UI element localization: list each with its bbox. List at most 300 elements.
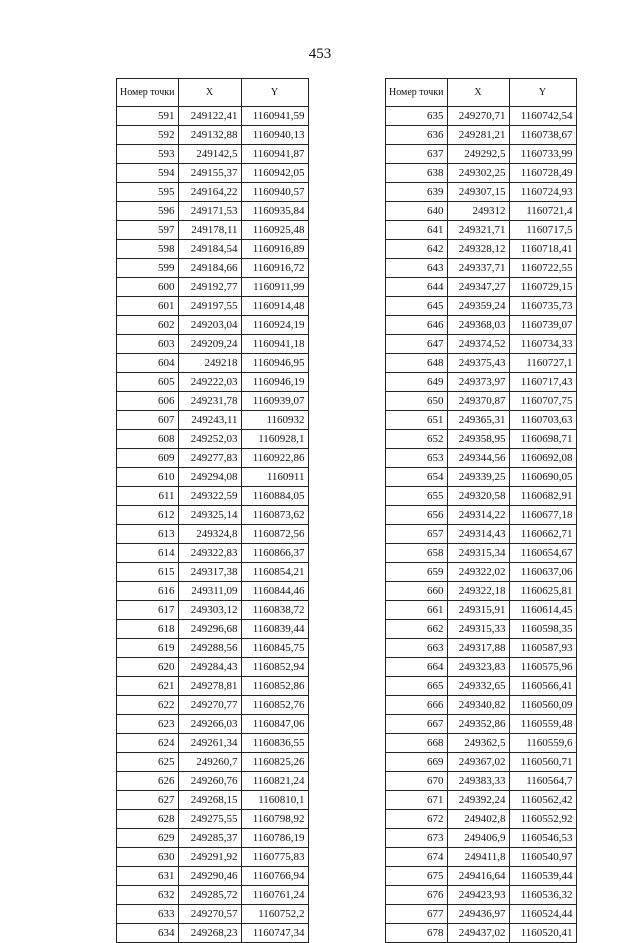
table-body-right: [386, 107, 577, 943]
y-coordinate-cell: 1160928,1: [241, 430, 308, 449]
point-number-cell: 613: [117, 525, 179, 544]
point-number-cell: 618: [117, 620, 179, 639]
y-coordinate-cell: 1160932: [241, 411, 308, 430]
x-coordinate-cell: 249322,83: [178, 544, 241, 563]
y-coordinate-cell: 1160564,7: [509, 772, 576, 791]
x-coordinate-cell: 249132,88: [178, 126, 241, 145]
point-number-cell: 664: [386, 658, 448, 677]
point-number-cell: 633: [117, 905, 179, 924]
point-number-cell: 655: [386, 487, 448, 506]
point-number-cell: 591: [117, 107, 179, 126]
y-coordinate-cell: 1160722,55: [509, 259, 576, 278]
x-coordinate-cell: 249320,58: [447, 487, 509, 506]
point-number-cell: 660: [386, 582, 448, 601]
point-number-cell: 674: [386, 848, 448, 867]
point-number-cell: 672: [386, 810, 448, 829]
x-coordinate-cell: 249270,71: [447, 107, 509, 126]
x-coordinate-cell: 249268,15: [178, 791, 241, 810]
table-row: [117, 924, 309, 943]
x-coordinate-cell: 249362,5: [447, 734, 509, 753]
table-row: [386, 867, 577, 886]
x-coordinate-cell: 249383,33: [447, 772, 509, 791]
y-coordinate-cell: 1160560,09: [509, 696, 576, 715]
x-coordinate-cell: 249374,52: [447, 335, 509, 354]
table-row: [386, 335, 577, 354]
y-coordinate-cell: 1160559,6: [509, 734, 576, 753]
table-row: [386, 829, 577, 848]
y-coordinate-cell: 1160852,86: [241, 677, 308, 696]
table-row: [117, 487, 309, 506]
point-number-cell: 651: [386, 411, 448, 430]
y-coordinate-cell: 1160614,45: [509, 601, 576, 620]
y-coordinate-cell: 1160922,86: [241, 449, 308, 468]
x-coordinate-cell: 249252,03: [178, 430, 241, 449]
table-row: [117, 449, 309, 468]
y-coordinate-cell: 1160847,06: [241, 715, 308, 734]
table-row: [386, 316, 577, 335]
table-row: [117, 829, 309, 848]
x-coordinate-cell: 249294,08: [178, 468, 241, 487]
point-number-cell: 639: [386, 183, 448, 202]
table-row: [117, 297, 309, 316]
y-coordinate-cell: 1160654,67: [509, 544, 576, 563]
table-row: [117, 335, 309, 354]
table-row: [117, 620, 309, 639]
y-coordinate-cell: 1160836,55: [241, 734, 308, 753]
x-coordinate-cell: 249184,66: [178, 259, 241, 278]
header-point-number: Номер точки: [117, 79, 179, 107]
x-coordinate-cell: 249288,56: [178, 639, 241, 658]
table-row: [117, 639, 309, 658]
y-coordinate-cell: 1160587,93: [509, 639, 576, 658]
point-number-cell: 595: [117, 183, 179, 202]
point-number-cell: 665: [386, 677, 448, 696]
table-row: [117, 506, 309, 525]
y-coordinate-cell: 1160728,49: [509, 164, 576, 183]
point-number-cell: 592: [117, 126, 179, 145]
point-number-cell: 628: [117, 810, 179, 829]
table-row: [386, 848, 577, 867]
x-coordinate-cell: 249184,54: [178, 240, 241, 259]
x-coordinate-cell: 249423,93: [447, 886, 509, 905]
y-coordinate-cell: 1160941,18: [241, 335, 308, 354]
table-row: [386, 202, 577, 221]
x-coordinate-cell: 249260,76: [178, 772, 241, 791]
point-number-cell: 673: [386, 829, 448, 848]
point-number-cell: 677: [386, 905, 448, 924]
table-row: [386, 183, 577, 202]
x-coordinate-cell: 249270,57: [178, 905, 241, 924]
y-coordinate-cell: 1160873,62: [241, 506, 308, 525]
table-row: [386, 126, 577, 145]
table-row: [386, 905, 577, 924]
y-coordinate-cell: 1160539,44: [509, 867, 576, 886]
table-row: [386, 639, 577, 658]
y-coordinate-cell: 1160734,33: [509, 335, 576, 354]
point-number-cell: 659: [386, 563, 448, 582]
table-row: [117, 525, 309, 544]
x-coordinate-cell: 249285,72: [178, 886, 241, 905]
y-coordinate-cell: 1160703,63: [509, 411, 576, 430]
y-coordinate-cell: 1160717,5: [509, 221, 576, 240]
x-coordinate-cell: 249231,78: [178, 392, 241, 411]
y-coordinate-cell: 1160946,19: [241, 373, 308, 392]
x-coordinate-cell: 249358,95: [447, 430, 509, 449]
point-number-cell: 661: [386, 601, 448, 620]
y-coordinate-cell: 1160698,71: [509, 430, 576, 449]
header-y: Y: [241, 79, 308, 107]
table-row: [117, 601, 309, 620]
y-coordinate-cell: 1160560,71: [509, 753, 576, 772]
table-row: [117, 468, 309, 487]
point-number-cell: 671: [386, 791, 448, 810]
y-coordinate-cell: 1160810,1: [241, 791, 308, 810]
point-number-cell: 624: [117, 734, 179, 753]
y-coordinate-cell: 1160852,94: [241, 658, 308, 677]
header-x: X: [178, 79, 241, 107]
y-coordinate-cell: 1160625,81: [509, 582, 576, 601]
y-coordinate-cell: 1160733,99: [509, 145, 576, 164]
table-row: [386, 449, 577, 468]
point-number-cell: 602: [117, 316, 179, 335]
table-row: [386, 392, 577, 411]
x-coordinate-cell: 249375,43: [447, 354, 509, 373]
x-coordinate-cell: 249284,43: [178, 658, 241, 677]
x-coordinate-cell: 249302,25: [447, 164, 509, 183]
point-number-cell: 642: [386, 240, 448, 259]
point-number-cell: 630: [117, 848, 179, 867]
x-coordinate-cell: 249291,92: [178, 848, 241, 867]
point-number-cell: 637: [386, 145, 448, 164]
table-row: [386, 677, 577, 696]
y-coordinate-cell: 1160884,05: [241, 487, 308, 506]
table-row: [117, 867, 309, 886]
point-number-cell: 640: [386, 202, 448, 221]
table-row: [386, 563, 577, 582]
table-row: [117, 563, 309, 582]
table-row: [117, 715, 309, 734]
x-coordinate-cell: 249218: [178, 354, 241, 373]
table-row: [386, 164, 577, 183]
header-x: X: [447, 79, 509, 107]
point-number-cell: 623: [117, 715, 179, 734]
table-row: [117, 259, 309, 278]
y-coordinate-cell: 1160690,05: [509, 468, 576, 487]
table-row: [386, 544, 577, 563]
x-coordinate-cell: 249436,97: [447, 905, 509, 924]
point-number-cell: 636: [386, 126, 448, 145]
point-number-cell: 634: [117, 924, 179, 943]
y-coordinate-cell: 1160916,72: [241, 259, 308, 278]
table-row: [386, 791, 577, 810]
table-row: [386, 240, 577, 259]
point-number-cell: 606: [117, 392, 179, 411]
point-number-cell: 667: [386, 715, 448, 734]
point-number-cell: 644: [386, 278, 448, 297]
point-number-cell: 678: [386, 924, 448, 943]
table-row: [386, 810, 577, 829]
point-number-cell: 620: [117, 658, 179, 677]
point-number-cell: 619: [117, 639, 179, 658]
header-y: Y: [509, 79, 576, 107]
point-number-cell: 604: [117, 354, 179, 373]
point-number-cell: 643: [386, 259, 448, 278]
y-coordinate-cell: 1160761,24: [241, 886, 308, 905]
y-coordinate-cell: 1160941,59: [241, 107, 308, 126]
table-row: [117, 411, 309, 430]
y-coordinate-cell: 1160718,41: [509, 240, 576, 259]
point-number-cell: 647: [386, 335, 448, 354]
y-coordinate-cell: 1160552,92: [509, 810, 576, 829]
x-coordinate-cell: 249292,5: [447, 145, 509, 164]
y-coordinate-cell: 1160916,89: [241, 240, 308, 259]
y-coordinate-cell: 1160939,07: [241, 392, 308, 411]
table-body-left: [117, 107, 309, 943]
point-number-cell: 626: [117, 772, 179, 791]
y-coordinate-cell: 1160911: [241, 468, 308, 487]
y-coordinate-cell: 1160766,94: [241, 867, 308, 886]
y-coordinate-cell: 1160852,76: [241, 696, 308, 715]
point-number-cell: 654: [386, 468, 448, 487]
table-row: [386, 373, 577, 392]
table-row: [386, 506, 577, 525]
point-number-cell: 638: [386, 164, 448, 183]
y-coordinate-cell: 1160662,71: [509, 525, 576, 544]
y-coordinate-cell: 1160717,43: [509, 373, 576, 392]
x-coordinate-cell: 249315,34: [447, 544, 509, 563]
y-coordinate-cell: 1160540,97: [509, 848, 576, 867]
point-number-cell: 656: [386, 506, 448, 525]
table-row: [386, 601, 577, 620]
point-number-cell: 662: [386, 620, 448, 639]
y-coordinate-cell: 1160727,1: [509, 354, 576, 373]
point-number-cell: 658: [386, 544, 448, 563]
point-number-cell: 622: [117, 696, 179, 715]
point-number-cell: 615: [117, 563, 179, 582]
x-coordinate-cell: 249340,82: [447, 696, 509, 715]
y-coordinate-cell: 1160946,95: [241, 354, 308, 373]
point-number-cell: 621: [117, 677, 179, 696]
table-row: [117, 278, 309, 297]
x-coordinate-cell: 249311,09: [178, 582, 241, 601]
x-coordinate-cell: 249323,83: [447, 658, 509, 677]
table-row: [117, 658, 309, 677]
x-coordinate-cell: 249307,15: [447, 183, 509, 202]
x-coordinate-cell: 249268,23: [178, 924, 241, 943]
point-number-cell: 605: [117, 373, 179, 392]
y-coordinate-cell: 1160940,13: [241, 126, 308, 145]
table-row: [386, 297, 577, 316]
table-row: [386, 259, 577, 278]
table-header-row: [117, 79, 309, 107]
table-row: [386, 753, 577, 772]
y-coordinate-cell: 1160742,54: [509, 107, 576, 126]
x-coordinate-cell: 249324,8: [178, 525, 241, 544]
x-coordinate-cell: 249203,04: [178, 316, 241, 335]
y-coordinate-cell: 1160924,19: [241, 316, 308, 335]
table-row: [386, 430, 577, 449]
point-number-cell: 597: [117, 221, 179, 240]
x-coordinate-cell: 249315,91: [447, 601, 509, 620]
x-coordinate-cell: 249314,43: [447, 525, 509, 544]
y-coordinate-cell: 1160872,56: [241, 525, 308, 544]
point-number-cell: 601: [117, 297, 179, 316]
y-coordinate-cell: 1160775,83: [241, 848, 308, 867]
x-coordinate-cell: 249325,14: [178, 506, 241, 525]
table-header-row: [386, 79, 577, 107]
x-coordinate-cell: 249164,22: [178, 183, 241, 202]
x-coordinate-cell: 249337,71: [447, 259, 509, 278]
point-number-cell: 666: [386, 696, 448, 715]
x-coordinate-cell: 249277,83: [178, 449, 241, 468]
point-number-cell: 596: [117, 202, 179, 221]
table-row: [117, 354, 309, 373]
y-coordinate-cell: 1160838,72: [241, 601, 308, 620]
coordinates-table-left: [116, 78, 309, 943]
point-number-cell: 631: [117, 867, 179, 886]
y-coordinate-cell: 1160798,92: [241, 810, 308, 829]
point-number-cell: 627: [117, 791, 179, 810]
y-coordinate-cell: 1160724,93: [509, 183, 576, 202]
table-row: [386, 354, 577, 373]
y-coordinate-cell: 1160598,35: [509, 620, 576, 639]
y-coordinate-cell: 1160520,41: [509, 924, 576, 943]
table-row: [386, 278, 577, 297]
y-coordinate-cell: 1160935,84: [241, 202, 308, 221]
y-coordinate-cell: 1160866,37: [241, 544, 308, 563]
table-row: [386, 620, 577, 639]
table-row: [386, 411, 577, 430]
y-coordinate-cell: 1160559,48: [509, 715, 576, 734]
y-coordinate-cell: 1160786,19: [241, 829, 308, 848]
table-row: [386, 582, 577, 601]
table-row: [386, 145, 577, 164]
table-row: [117, 430, 309, 449]
point-number-cell: 653: [386, 449, 448, 468]
point-number-cell: 629: [117, 829, 179, 848]
coordinates-table-right: [385, 78, 577, 943]
x-coordinate-cell: 249344,56: [447, 449, 509, 468]
x-coordinate-cell: 249281,21: [447, 126, 509, 145]
table-row: [386, 525, 577, 544]
point-number-cell: 632: [117, 886, 179, 905]
x-coordinate-cell: 249332,65: [447, 677, 509, 696]
x-coordinate-cell: 249321,71: [447, 221, 509, 240]
x-coordinate-cell: 249416,64: [447, 867, 509, 886]
table-row: [386, 221, 577, 240]
point-number-cell: 648: [386, 354, 448, 373]
table-row: [386, 487, 577, 506]
y-coordinate-cell: 1160925,48: [241, 221, 308, 240]
point-number-cell: 663: [386, 639, 448, 658]
point-number-cell: 649: [386, 373, 448, 392]
y-coordinate-cell: 1160562,42: [509, 791, 576, 810]
x-coordinate-cell: 249275,55: [178, 810, 241, 829]
y-coordinate-cell: 1160536,32: [509, 886, 576, 905]
x-coordinate-cell: 249339,25: [447, 468, 509, 487]
x-coordinate-cell: 249317,38: [178, 563, 241, 582]
table-row: [117, 183, 309, 202]
point-number-cell: 668: [386, 734, 448, 753]
y-coordinate-cell: 1160940,57: [241, 183, 308, 202]
x-coordinate-cell: 249367,02: [447, 753, 509, 772]
x-coordinate-cell: 249317,88: [447, 639, 509, 658]
y-coordinate-cell: 1160845,75: [241, 639, 308, 658]
table-row: [117, 221, 309, 240]
table-row: [117, 905, 309, 924]
point-number-cell: 670: [386, 772, 448, 791]
x-coordinate-cell: 249365,31: [447, 411, 509, 430]
point-number-cell: 609: [117, 449, 179, 468]
table-row: [117, 544, 309, 563]
point-number-cell: 646: [386, 316, 448, 335]
y-coordinate-cell: 1160707,75: [509, 392, 576, 411]
table-row: [117, 240, 309, 259]
point-number-cell: 616: [117, 582, 179, 601]
y-coordinate-cell: 1160735,73: [509, 297, 576, 316]
y-coordinate-cell: 1160682,91: [509, 487, 576, 506]
table-row: [117, 145, 309, 164]
x-coordinate-cell: 249315,33: [447, 620, 509, 639]
table-row: [117, 810, 309, 829]
x-coordinate-cell: 249192,77: [178, 278, 241, 297]
page-number: 453: [308, 46, 332, 62]
table-row: [386, 107, 577, 126]
table-row: [386, 772, 577, 791]
point-number-cell: 614: [117, 544, 179, 563]
x-coordinate-cell: 249314,22: [447, 506, 509, 525]
point-number-cell: 593: [117, 145, 179, 164]
point-number-cell: 611: [117, 487, 179, 506]
y-coordinate-cell: 1160854,21: [241, 563, 308, 582]
y-coordinate-cell: 1160692,08: [509, 449, 576, 468]
y-coordinate-cell: 1160747,34: [241, 924, 308, 943]
point-number-cell: 625: [117, 753, 179, 772]
table-row: [386, 715, 577, 734]
y-coordinate-cell: 1160821,24: [241, 772, 308, 791]
x-coordinate-cell: 249406,9: [447, 829, 509, 848]
x-coordinate-cell: 249328,12: [447, 240, 509, 259]
point-number-cell: 599: [117, 259, 179, 278]
y-coordinate-cell: 1160941,87: [241, 145, 308, 164]
table-row: [117, 582, 309, 601]
table-row: [386, 886, 577, 905]
point-number-cell: 598: [117, 240, 179, 259]
x-coordinate-cell: 249122,41: [178, 107, 241, 126]
table-row: [117, 373, 309, 392]
y-coordinate-cell: 1160566,41: [509, 677, 576, 696]
point-number-cell: 610: [117, 468, 179, 487]
y-coordinate-cell: 1160721,4: [509, 202, 576, 221]
x-coordinate-cell: 249303,12: [178, 601, 241, 620]
table-row: [117, 848, 309, 867]
y-coordinate-cell: 1160575,96: [509, 658, 576, 677]
x-coordinate-cell: 249285,37: [178, 829, 241, 848]
x-coordinate-cell: 249322,59: [178, 487, 241, 506]
x-coordinate-cell: 249197,55: [178, 297, 241, 316]
x-coordinate-cell: 249261,34: [178, 734, 241, 753]
y-coordinate-cell: 1160729,15: [509, 278, 576, 297]
x-coordinate-cell: 249370,87: [447, 392, 509, 411]
x-coordinate-cell: 249347,27: [447, 278, 509, 297]
x-coordinate-cell: 249373,97: [447, 373, 509, 392]
point-number-cell: 594: [117, 164, 179, 183]
x-coordinate-cell: 249322,18: [447, 582, 509, 601]
x-coordinate-cell: 249178,11: [178, 221, 241, 240]
table-row: [117, 677, 309, 696]
point-number-cell: 607: [117, 411, 179, 430]
y-coordinate-cell: 1160839,44: [241, 620, 308, 639]
